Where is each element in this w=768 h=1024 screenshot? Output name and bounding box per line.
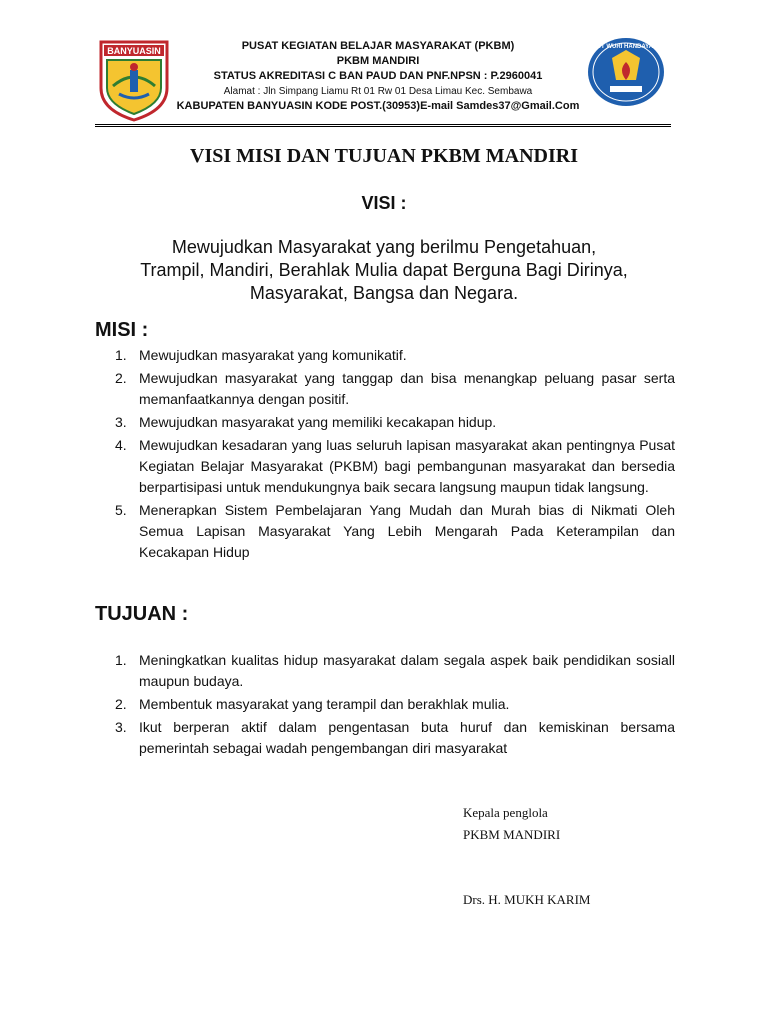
- letterhead: [170, 39, 586, 114]
- signature-role: Kepala penglola: [463, 805, 548, 820]
- list-text: Ikut berperan aktif dalam pengentasan buta huruf dan kemiskinan bersama pemerintah sebagai wadah pengembangan diri masyarakat: [139, 719, 675, 756]
- list-number: 1.: [115, 652, 127, 668]
- tujuan-list: [95, 650, 675, 761]
- list-item: [95, 694, 675, 715]
- letterhead-line-5: KABUPATEN BANYUASIN KODE POST.(30953)E-mail Samdes37@Gmail.Com: [176, 100, 580, 112]
- visi-text: [90, 236, 678, 305]
- list-item: [95, 717, 675, 759]
- visi-line: Masyarakat, Bangsa dan Negara.: [249, 283, 519, 303]
- banyuasin-logo-text: BANYUASIN: [107, 46, 161, 56]
- misi-heading: MISI :: [95, 319, 149, 341]
- letterhead-divider: [95, 124, 671, 125]
- list-text: Menerapkan Sistem Pembelajaran Yang Mudah dan Murah bias di Nikmati Oleh Semua Lapisan Masyarakat Yang Lebih Mengarah Pada Keterampilan dan Kecakapan Hidup: [139, 502, 675, 560]
- list-text: Meningkatkan kualitas hidup masyarakat dalam segala aspek baik pendidikan sosiall maupun budaya.: [139, 652, 675, 689]
- list-number: 3.: [115, 719, 127, 735]
- list-item: [95, 435, 675, 498]
- visi-heading: VISI :: [361, 193, 407, 213]
- tujuan-heading: TUJUAN :: [95, 603, 189, 625]
- document-title: VISI MISI DAN TUJUAN PKBM MANDIRI: [190, 145, 578, 167]
- list-number: 1.: [115, 347, 127, 363]
- misi-list: [95, 345, 675, 565]
- visi-line: Mewujudkan Masyarakat yang berilmu Pengetahuan,: [171, 237, 597, 257]
- letterhead-address: Alamat : Jln Simpang Liamu Rt 01 Rw 01 Desa Limau Kec. Sembawa: [223, 86, 533, 97]
- tut-wuri-handayani-logo: [586, 36, 666, 108]
- list-text: Mewujudkan kesadaran yang luas seluruh lapisan masyarakat akan pentingnya Pusat Kegiatan Belajar Masyarakat (PKBM) bagi pembangunan masyarakat dan bersedia berpartisipasi untuk mendukungnya baik secara langsung maupun tidak langsung.: [139, 437, 675, 495]
- list-item: [95, 345, 675, 366]
- list-number: 5.: [115, 502, 127, 518]
- letterhead-line-2: PKBM MANDIRI: [336, 55, 420, 67]
- list-text: Membentuk masyarakat yang terampil dan berakhlak mulia.: [139, 696, 510, 712]
- list-number: 2.: [115, 370, 127, 386]
- list-text: Mewujudkan masyarakat yang tanggap dan bisa menangkap peluang pasar serta memanfaatkannya dengan positif.: [139, 370, 675, 407]
- tut-wuri-logo-text: TUT WURI HANDAYANI: [593, 44, 659, 50]
- visi-line: Trampil, Mandiri, Berahlak Mulia dapat Berguna Bagi Dirinya,: [140, 260, 628, 280]
- list-item: [95, 650, 675, 692]
- banyuasin-logo: [99, 40, 169, 122]
- signature-name: Drs. H. MUKH KARIM: [463, 892, 591, 907]
- list-text: Mewujudkan masyarakat yang memiliki kecakapan hidup.: [139, 414, 497, 430]
- list-text: Mewujudkan masyarakat yang komunikatif.: [139, 347, 407, 363]
- signature-org: PKBM MANDIRI: [463, 827, 561, 842]
- letterhead-divider-2: [95, 126, 671, 127]
- list-number: 4.: [115, 437, 127, 453]
- list-item: [95, 500, 675, 563]
- list-number: 2.: [115, 696, 127, 712]
- letterhead-line-3: STATUS AKREDITASI C BAN PAUD DAN PNF.NPSN : P.2960041: [213, 70, 543, 82]
- list-item: [95, 412, 675, 433]
- list-item: [95, 368, 675, 410]
- letterhead-line-1: PUSAT KEGIATAN BELAJAR MASYARAKAT (PKBM): [241, 40, 515, 52]
- list-number: 3.: [115, 414, 127, 430]
